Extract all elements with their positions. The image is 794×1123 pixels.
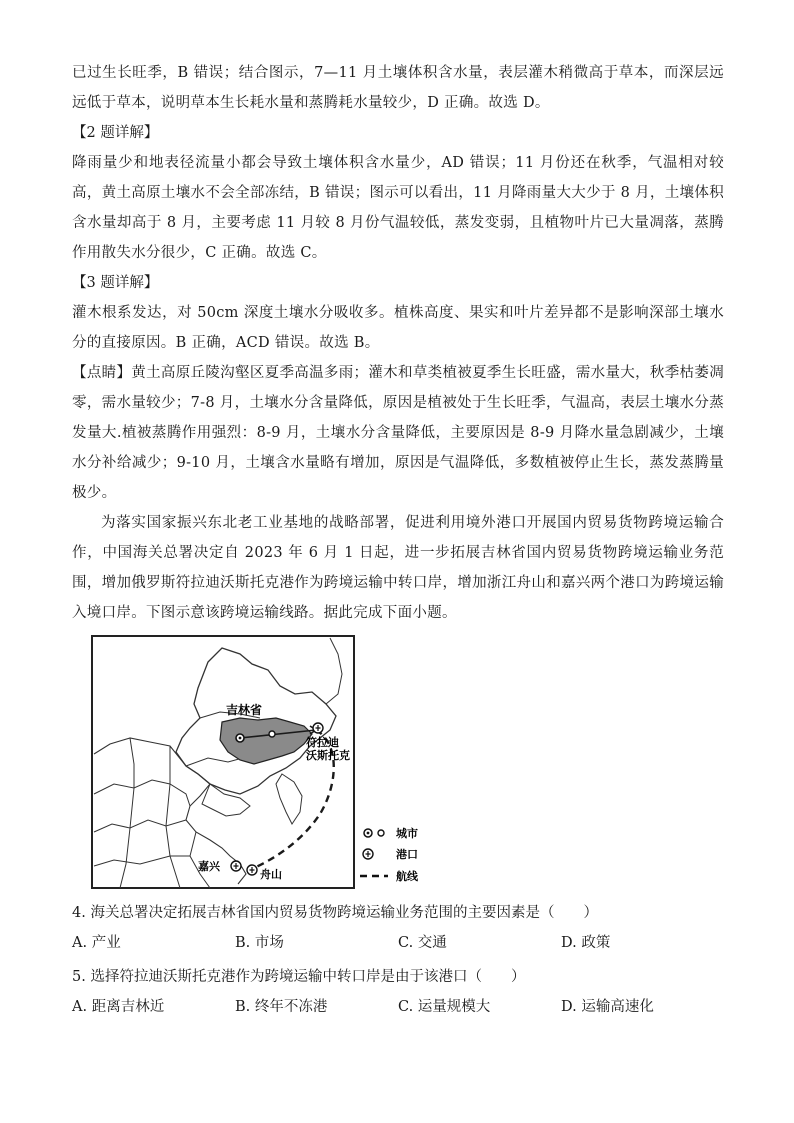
section-heading-q3: 【3 题详解】 xyxy=(72,275,159,291)
q4-option-a[interactable]: A. 产业 xyxy=(72,935,121,951)
province-border xyxy=(120,738,134,888)
legend-city-icon-small xyxy=(378,830,384,836)
q5-option-a[interactable]: A. 距离吉林近 xyxy=(72,999,165,1015)
q4-option-b[interactable]: B. 市场 xyxy=(235,935,284,951)
question-4-stem: 4. 海关总署决定拓展吉林省国内贸易货物跨境运输业务范围的主要因素是（ ） xyxy=(72,905,598,921)
jilin-province-shape xyxy=(220,718,312,764)
answer-paragraph-1: 已过生长旺季，B 错误；结合图示，7—11 月土壤体积含水量，表层灌木稍微高于草本，而深层远远低于草本，说明草本生长耗水量和蒸腾耗水量较少，D 正确。故选 D。 xyxy=(72,65,724,111)
page-content xyxy=(72,58,724,1022)
q5-option-c[interactable]: C. 运量规模大 xyxy=(398,999,491,1015)
question-5-options xyxy=(72,992,724,1022)
korean-peninsula-outline xyxy=(276,774,302,824)
province-border xyxy=(94,856,190,866)
answer-paragraph-2: 降雨量少和地表径流量小都会导致土壤体积含水量少，AD 错误；11 月份还在秋季，气温相对较高，黄土高原土壤水不会全部冻结，B 错误；图示可以看出，11 月降雨量大大少于 8 月，土壤体积含水量却高于 8 月，主要考虑 11 月较 8 月份气温较低，蒸发变弱，且植物叶片已大量凋落，蒸腾作用散失水分很少，C 正确。故选 C。 xyxy=(72,155,724,261)
map-frame xyxy=(92,636,354,888)
label-jiaxing: 嘉兴 xyxy=(198,860,220,873)
province-border xyxy=(166,746,180,888)
section-heading-q2: 【2 题详解】 xyxy=(72,125,159,141)
answer-paragraph-3: 灌木根系发达，对 50cm 深度土壤水分吸收多。植株高度、果实和叶片差异都不是影响深部土壤水分的直接原因。B 正确，ACD 错误。故选 B。 xyxy=(72,305,724,351)
label-vladivostok-line2: 沃斯托克 xyxy=(306,749,350,762)
russia-coastline xyxy=(326,638,342,704)
province-border xyxy=(94,820,186,832)
route-map-figure xyxy=(90,634,470,892)
question-intro-paragraph: 为落实国家振兴东北老工业基地的战略部署，促进利用境外港口开展国内贸易货物跨境运输合作，中国海关总署决定自 2023 年 6 月 1 日起，进一步拓展吉林省国内贸易货物跨境运输业务范围，增加俄罗斯符拉迪沃斯托克港作为跨境运输中转口岸，增加浙江舟山和嘉兴两个港口为跨境运输入境口岸。下图示意该跨境运输线路。据此完成下面小题。 xyxy=(72,515,724,621)
shandong-outline xyxy=(202,784,250,816)
question-4-options xyxy=(72,928,724,958)
q5-option-b[interactable]: B. 终年不冻港 xyxy=(235,999,328,1015)
label-jilin-province: 吉林省 xyxy=(226,703,263,717)
route-map-svg xyxy=(90,634,470,892)
q4-option-d[interactable]: D. 政策 xyxy=(561,935,611,951)
legend-route-label: 航线 xyxy=(396,870,418,883)
map-legend xyxy=(360,826,419,883)
province-border xyxy=(94,780,190,806)
city-marker-dot xyxy=(239,737,242,740)
legend-city-icon-dot xyxy=(367,832,370,835)
q5-option-d[interactable]: D. 运输高速化 xyxy=(561,999,654,1015)
question-5-stem: 5. 选择符拉迪沃斯托克港作为跨境运输中转口岸是由于该港口（ ） xyxy=(72,969,526,985)
label-zhoushan: 舟山 xyxy=(260,868,282,881)
label-vladivostok-line1: 符拉迪 xyxy=(306,736,339,749)
key-point-paragraph: 【点睛】黄土高原丘陵沟壑区夏季高温多雨；灌木和草类植被夏季生长旺盛，需水量大，秋季枯萎凋零，需水量较少；7-8 月，土壤水分含量降低，原因是植被处于生长旺季，气温高，表层土壤水分蒸发量大.植被蒸腾作用强烈：8-9 月，土壤水分含量降低，主要原因是 8-9 月降水量急剧减少，土壤水分补给减少；9-10 月，土壤含水量略有增加，原因是气温降低，多数植被停止生长，蒸发蒸腾量极少。 xyxy=(72,365,724,501)
legend-port-label: 港口 xyxy=(396,848,418,861)
legend-city-label: 城市 xyxy=(396,827,418,840)
q4-option-c[interactable]: C. 交通 xyxy=(398,935,447,951)
city-marker-jilin xyxy=(269,731,275,737)
